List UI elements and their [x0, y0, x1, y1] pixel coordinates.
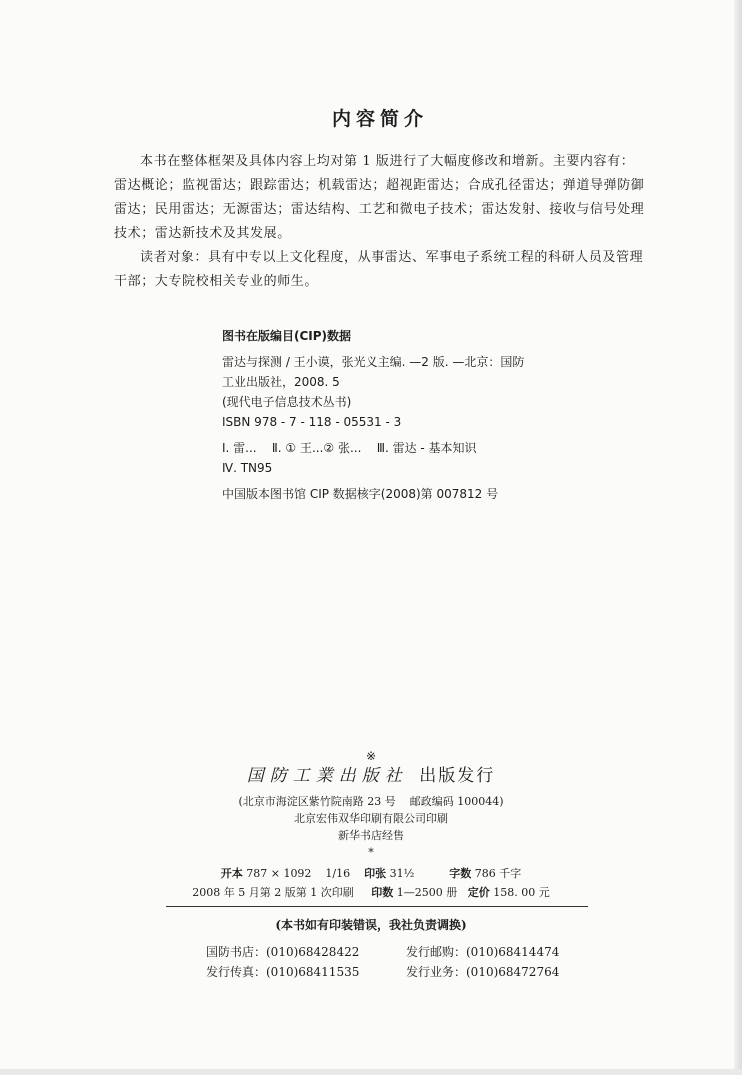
printer-line: 北京宏伟双华印刷有限公司印刷 [294, 812, 448, 825]
print-specs [0, 864, 742, 902]
contact-row [206, 942, 606, 962]
cip-line: Ⅳ. TN95 [222, 461, 273, 475]
cip-line: ISBN 978 - 7 - 118 - 05531 - 3 [222, 415, 402, 429]
cip-heading: 图书在版编目(CIP)数据 [222, 329, 352, 343]
copies-value: 1—2500 册 [396, 886, 458, 899]
publisher-address: (北京市海淀区紫竹院南路 23 号 邮政编码 100044) [238, 795, 504, 808]
edition-line: 2008 年 5 月第 2 版第 1 次印刷 [192, 886, 354, 899]
sheets-label: 印张 [364, 867, 387, 880]
cip-block [222, 327, 582, 504]
intro-section [114, 150, 646, 294]
intro-paragraph: 读者对象：具有中专以上文化程度，从事雷达、军事电子系统工程的科研人员及管理干部；大专院校相关专业的师生。 [114, 250, 644, 289]
divider [166, 906, 588, 907]
cip-line: Ⅰ. 雷... Ⅱ. ① 王...② 张... Ⅲ. 雷达 - 基本知识 [222, 441, 477, 455]
error-notice: (本书如有印装错误，我社负责调换) [275, 918, 467, 932]
publisher-block [0, 748, 742, 861]
contact-fax: 发行传真：(010)68411535 [206, 965, 360, 979]
price-value: 158. 00 元 [493, 886, 550, 899]
cip-line: 工业出版社，2008. 5 [222, 375, 340, 389]
page-title: 内容简介 [331, 108, 428, 130]
contact-business: 发行业务：(010)68472764 [406, 965, 560, 979]
cip-line: (现代电子信息技术丛书) [222, 395, 352, 409]
page-bottom-edge [0, 1069, 742, 1075]
contact-block [206, 942, 606, 982]
words-value: 786 千字 [474, 867, 522, 880]
copies-label: 印数 [371, 886, 394, 899]
reference-mark: ※ [365, 749, 377, 763]
words-label: 字数 [449, 867, 472, 880]
distributor-line: 新华书店经售 [338, 829, 404, 842]
specs-row [0, 864, 742, 883]
contact-row [206, 962, 606, 982]
specs-row [0, 883, 742, 902]
contact-bookstore: 国防书店：(010)68428422 [206, 945, 360, 959]
publisher-logo-script: 国防工業出版社 [246, 766, 408, 786]
intro-paragraph: 本书在整体框架及具体内容上均对第 1 版进行了大幅度修改和增新。主要内容有：雷达概论；监视雷达；跟踪雷达；机载雷达；超视距雷达；合成孔径雷达；弹道导弹防御雷达；民用雷达；无源雷达；雷达结构、工艺和微电子技术；雷达发射、接收与信号处理技术；雷达新技术及其发展。 [114, 154, 645, 241]
publisher-name [0, 768, 742, 785]
format-value: 787 × 1092 1/16 [246, 867, 351, 880]
contact-mail-order: 发行邮购：(010)68414474 [406, 945, 560, 959]
format-label: 开本 [220, 867, 243, 880]
cip-line: 雷达与探测 / 王小谟，张光义主编. —2 版. —北京：国防 [222, 355, 525, 369]
cip-line: 中国版本图书馆 CIP 数据核字(2008)第 007812 号 [222, 487, 499, 501]
publisher-name-suffix: 出版发行 [419, 766, 496, 786]
price-label: 定价 [467, 886, 490, 899]
page-edge-shadow [734, 0, 742, 1075]
sheets-value: 31½ [389, 867, 415, 880]
separator-mark: * [368, 846, 374, 859]
